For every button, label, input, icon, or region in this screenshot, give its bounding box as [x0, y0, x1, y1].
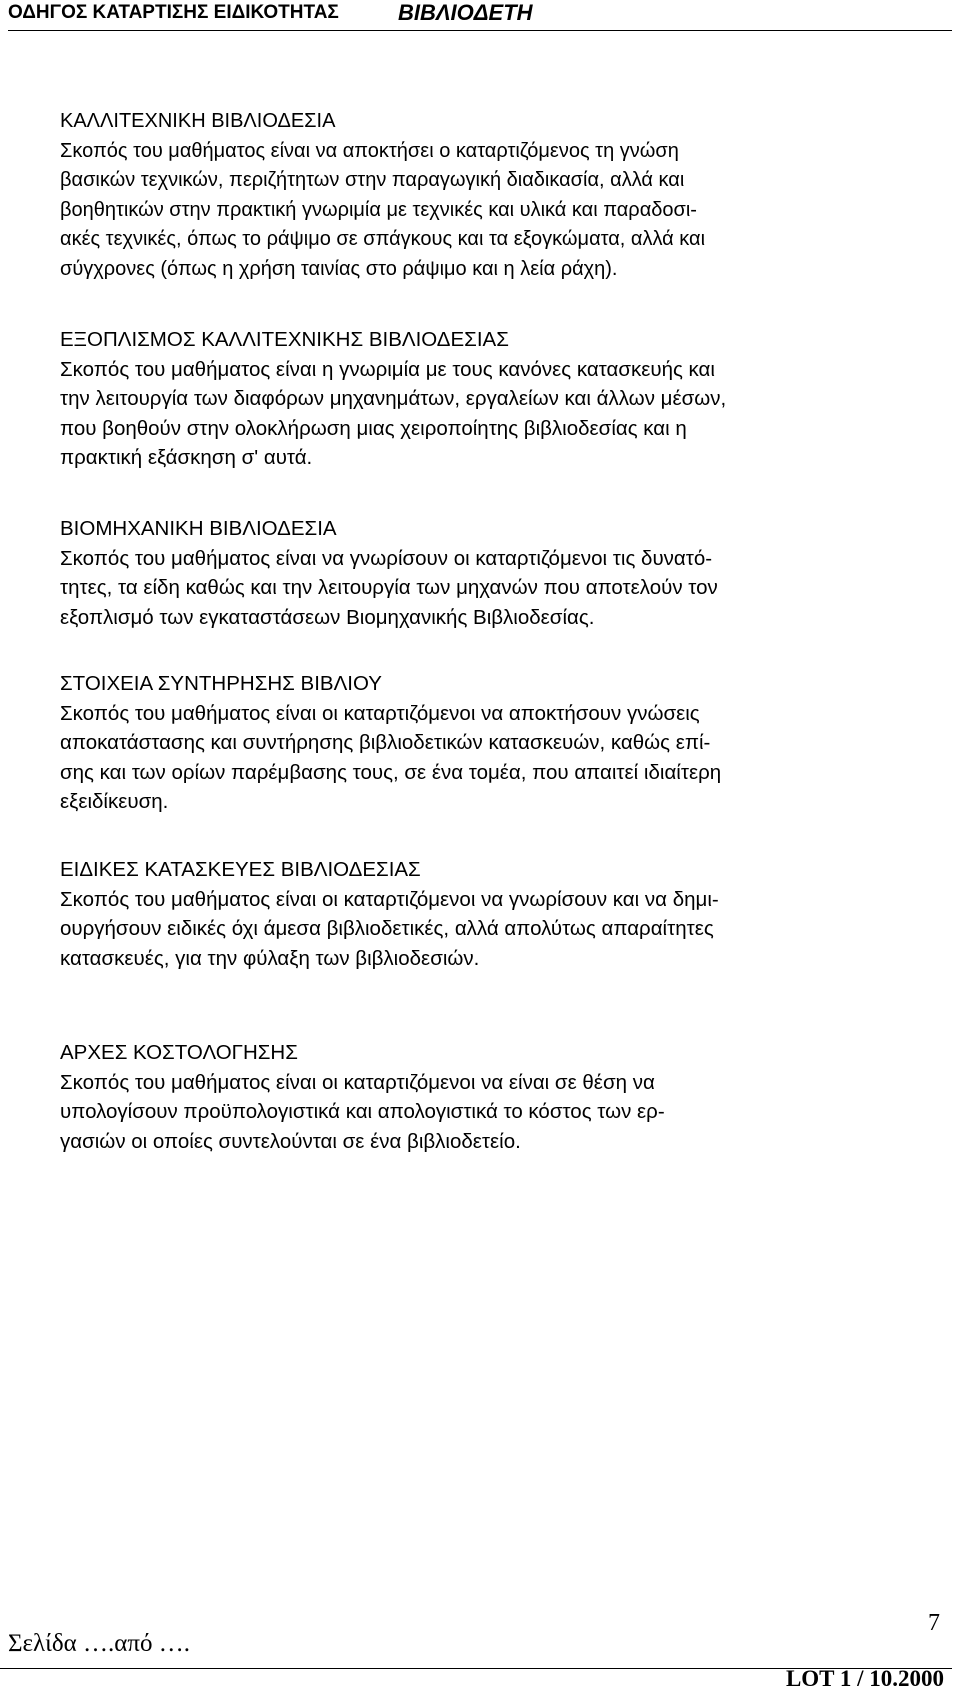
body-line: γασιών οι οποίες συντελούνται σε ένα βιβλιοδετείο.: [60, 1129, 521, 1153]
body-line: Σκοπός του μαθήματος είναι οι καταρτιζόμενοι να γνωρίσουν και να δημι-: [60, 887, 719, 911]
body-line: εξειδίκευση.: [60, 790, 169, 813]
page-label: Σελίδα ….από ….: [8, 1630, 190, 1657]
body-line: σύγχρονες (όπως η χρήση ταινίας στο ράψιμο και η λεία ράχη).: [60, 257, 618, 280]
header-rule: [8, 30, 952, 31]
section-heading: ΣΤΟΙΧΕΙΑ ΣΥΝΤΗΡΗΣΗΣ ΒΙΒΛΙΟΥ: [60, 672, 382, 695]
page-number: 7: [928, 1610, 940, 1636]
body-line: βασικών τεχνικών, περιζήτητων στην παραγωγική διαδικασία, αλλά και: [60, 169, 685, 191]
body-line: Σκοπός του μαθήματος είναι οι καταρτιζόμενοι να αποκτήσουν γνώσεις: [60, 701, 700, 725]
section-heading: ΚΑΛΛΙΤΕΧΝΙΚΗ ΒΙΒΛΙΟΔΕΣΙΑ: [60, 110, 336, 132]
body-line: πρακτική εξάσκηση σ' αυτά.: [60, 446, 313, 469]
body-line: που βοηθούν στην ολοκλήρωση μιας χειροποίητης βιβλιοδεσίας και η: [60, 416, 687, 440]
section-heading: ΑΡΧΕΣ ΚΟΣΤΟΛΟΓΗΣΗΣ: [60, 1041, 298, 1064]
section-heading: ΒΙΟΜΗΧΑΝΙΚΗ ΒΙΒΛΙΟΔΕΣΙΑ: [60, 517, 337, 540]
lot-label: LOT 1 / 10.2000: [785, 1666, 944, 1691]
page-header: [0, 0, 960, 30]
section-heading: ΕΞΟΠΛΙΣΜΟΣ ΚΑΛΛΙΤΕΧΝΙΚΗΣ ΒΙΒΛΙΟΔΕΣΙΑΣ: [60, 328, 509, 351]
body-line: αποκατάστασης και συντήρησης βιβλιοδετικών κατασκευών, καθώς επί-: [60, 731, 711, 754]
body-line: ακές τεχνικές, όπως το ράψιμο σε σπάγκους και τα εξογκώματα, αλλά και: [60, 228, 706, 250]
body-line: την λειτουργία των διαφόρων μηχανημάτων, εργαλείων και άλλων μέσων,: [60, 387, 727, 410]
specialty-title: ΒΙΒΛΙΟΔΕΤΗ: [398, 0, 533, 25]
body-line: κατασκευές, για την φύλαξη των βιβλιοδεσιών.: [60, 946, 480, 970]
section-special-constructions: [60, 855, 719, 973]
section-heading: ΕΙΔΙΚΕΣ ΚΑΤΑΣΚΕΥΕΣ ΒΙΒΛΙΟΔΕΣΙΑΣ: [60, 858, 421, 881]
body-line: Σκοπός του μαθήματος είναι να γνωρίσουν οι καταρτιζόμενοι τις δυνατό-: [60, 546, 713, 570]
body-line: Σκοπός του μαθήματος είναι οι καταρτιζόμενοι να είναι σε θέση να: [60, 1070, 655, 1094]
body-line: Σκοπός του μαθήματος είναι να αποκτήσει ο καταρτιζόμενος τη γνώση: [60, 139, 679, 162]
body-line: Σκοπός του μαθήματος είναι η γνωριμία με τους κανόνες κατασκευής και: [60, 357, 715, 381]
body-line: βοηθητικών στην πρακτική γνωριμία με τεχνικές και υλικά και παραδοσι-: [60, 198, 697, 221]
section-book-conservation: [60, 669, 721, 817]
body-line: υπολογίσουν προϋπολογιστικά και απολογιστικά το κόστος των ερ-: [60, 1100, 665, 1123]
section-industrial-bookbinding: [60, 514, 718, 632]
body-line: τητες, τα είδη καθώς και την λειτουργία των μηχανών που αποτελούν τον: [60, 576, 718, 599]
section-equipment: [60, 325, 726, 473]
body-line: ουργήσουν ειδικές όχι άμεσα βιβλιοδετικές, αλλά απολύτως απαραίτητες: [60, 917, 714, 940]
body-line: σης και των ορίων παρέμβασης τους, σε ένα τομέα, που απαιτεί ιδιαίτερη: [60, 760, 722, 784]
guide-title: ΟΔΗΓΟΣ ΚΑΤΑΡΤΙΣΗΣ ΕΙΔΙΚΟΤΗΤΑΣ: [8, 2, 339, 23]
section-artistic-bookbinding: [60, 107, 705, 284]
section-costing-principles: [60, 1038, 665, 1156]
body-line: εξοπλισμό των εγκαταστάσεων Βιομηχανικής Βιβλιοδεσίας.: [60, 605, 595, 629]
